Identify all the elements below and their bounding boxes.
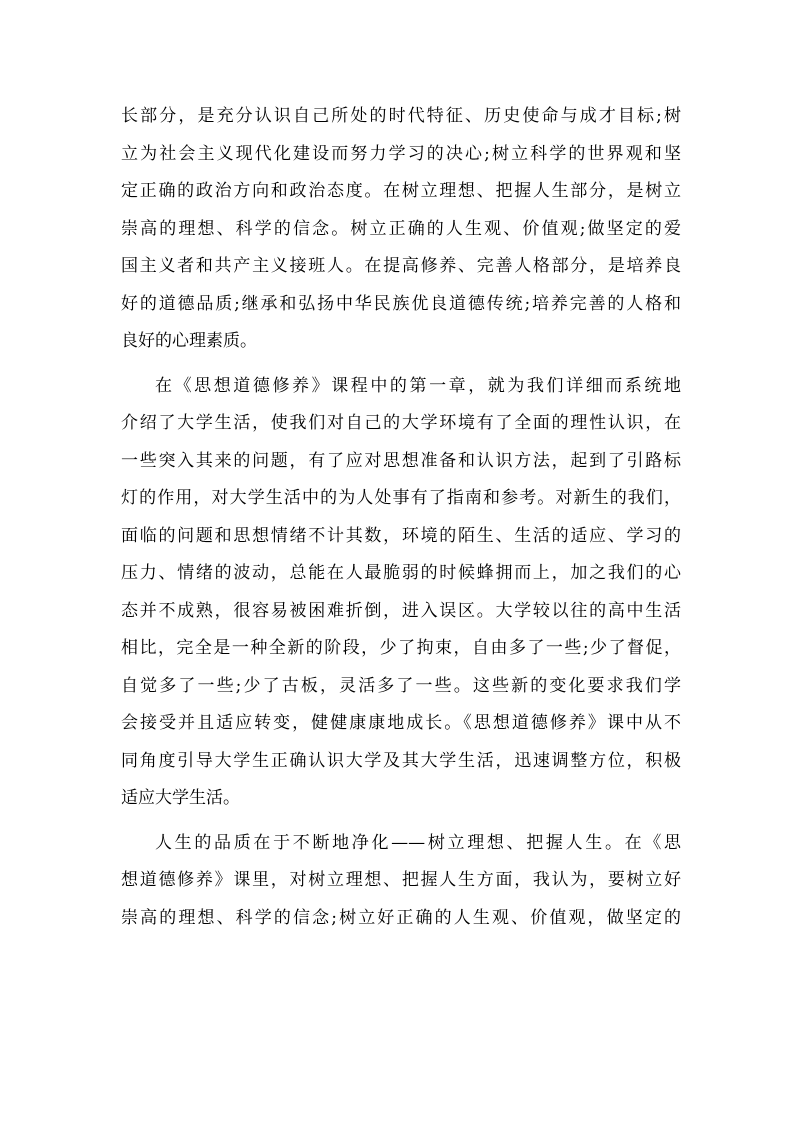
- text-line: 人生的品质在于不断地净化——树立理想、把握人生。在《思: [155, 832, 681, 853]
- paragraph-3: [121, 825, 681, 938]
- text-line: 同角度引导大学生正确认识大学及其大学生活，迅速调整方位，积极: [121, 750, 681, 771]
- text-line: 会接受并且适应转变，健健康康地成长。《思想道德修养》课中从不: [121, 713, 681, 733]
- text-line: 想道德修养》课里，对树立理想、把握人生方面，我认为，要树立好: [121, 870, 681, 890]
- paragraph-2: [121, 368, 681, 818]
- paragraph-spacer: [121, 818, 681, 825]
- text-line: 一些突入其来的问题，有了应对思想准备和认识方法，起到了引路标: [121, 450, 681, 471]
- text-line: 介绍了大学生活，使我们对自己的大学环境有了全面的理性认识，在: [121, 413, 681, 433]
- text-line: 崇高的理想、科学的信念。树立正确的人生观、价值观;做坚定的爱: [121, 218, 681, 239]
- text-line: 长部分，是充分认识自己所处的时代特征、历史使命与成才目标;树: [121, 106, 681, 126]
- text-line: 相比，完全是一种全新的阶段，少了拘束，自由多了一些;少了督促，: [121, 638, 681, 658]
- text-line: 定正确的政治方向和政治态度。在树立理想、把握人生部分，是树立: [121, 181, 681, 201]
- paragraph-1: [121, 98, 681, 361]
- text-line: 国主义者和共产主义接班人。在提高修养、完善人格部分，是培养良: [121, 256, 681, 276]
- text-line: 良好的心理素质。: [121, 331, 257, 351]
- text-line: 崇高的理想、科学的信念;树立好正确的人生观、价值观，做坚定的: [121, 907, 681, 928]
- text-line: 态并不成熟，很容易被困难折倒，进入误区。大学较以往的高中生活: [121, 600, 681, 621]
- text-line: 自觉多了一些;少了古板，灵活多了一些。这些新的变化要求我们学: [121, 675, 681, 696]
- paragraph-spacer: [121, 361, 681, 368]
- text-line: 灯的作用，对大学生活中的为人处事有了指南和参考。对新生的我们，: [121, 488, 681, 508]
- text-line: 好的道德品质;继承和弘扬中华民族优良道德传统;培养完善的人格和: [121, 293, 681, 314]
- text-line: 面临的问题和思想情绪不计其数，环境的陌生、生活的适应、学习的: [121, 525, 681, 546]
- text-line: 压力、情绪的波动，总能在人最脆弱的时候蜂拥而上，加之我们的心: [121, 563, 681, 583]
- text-line: 立为社会主义现代化建设而努力学习的决心;树立科学的世界观和坚: [121, 143, 681, 164]
- text-line: 在《思想道德修养》课程中的第一章，就为我们详细而系统地: [155, 375, 681, 396]
- body-text: [121, 98, 681, 937]
- text-line: 适应大学生活。: [121, 788, 240, 808]
